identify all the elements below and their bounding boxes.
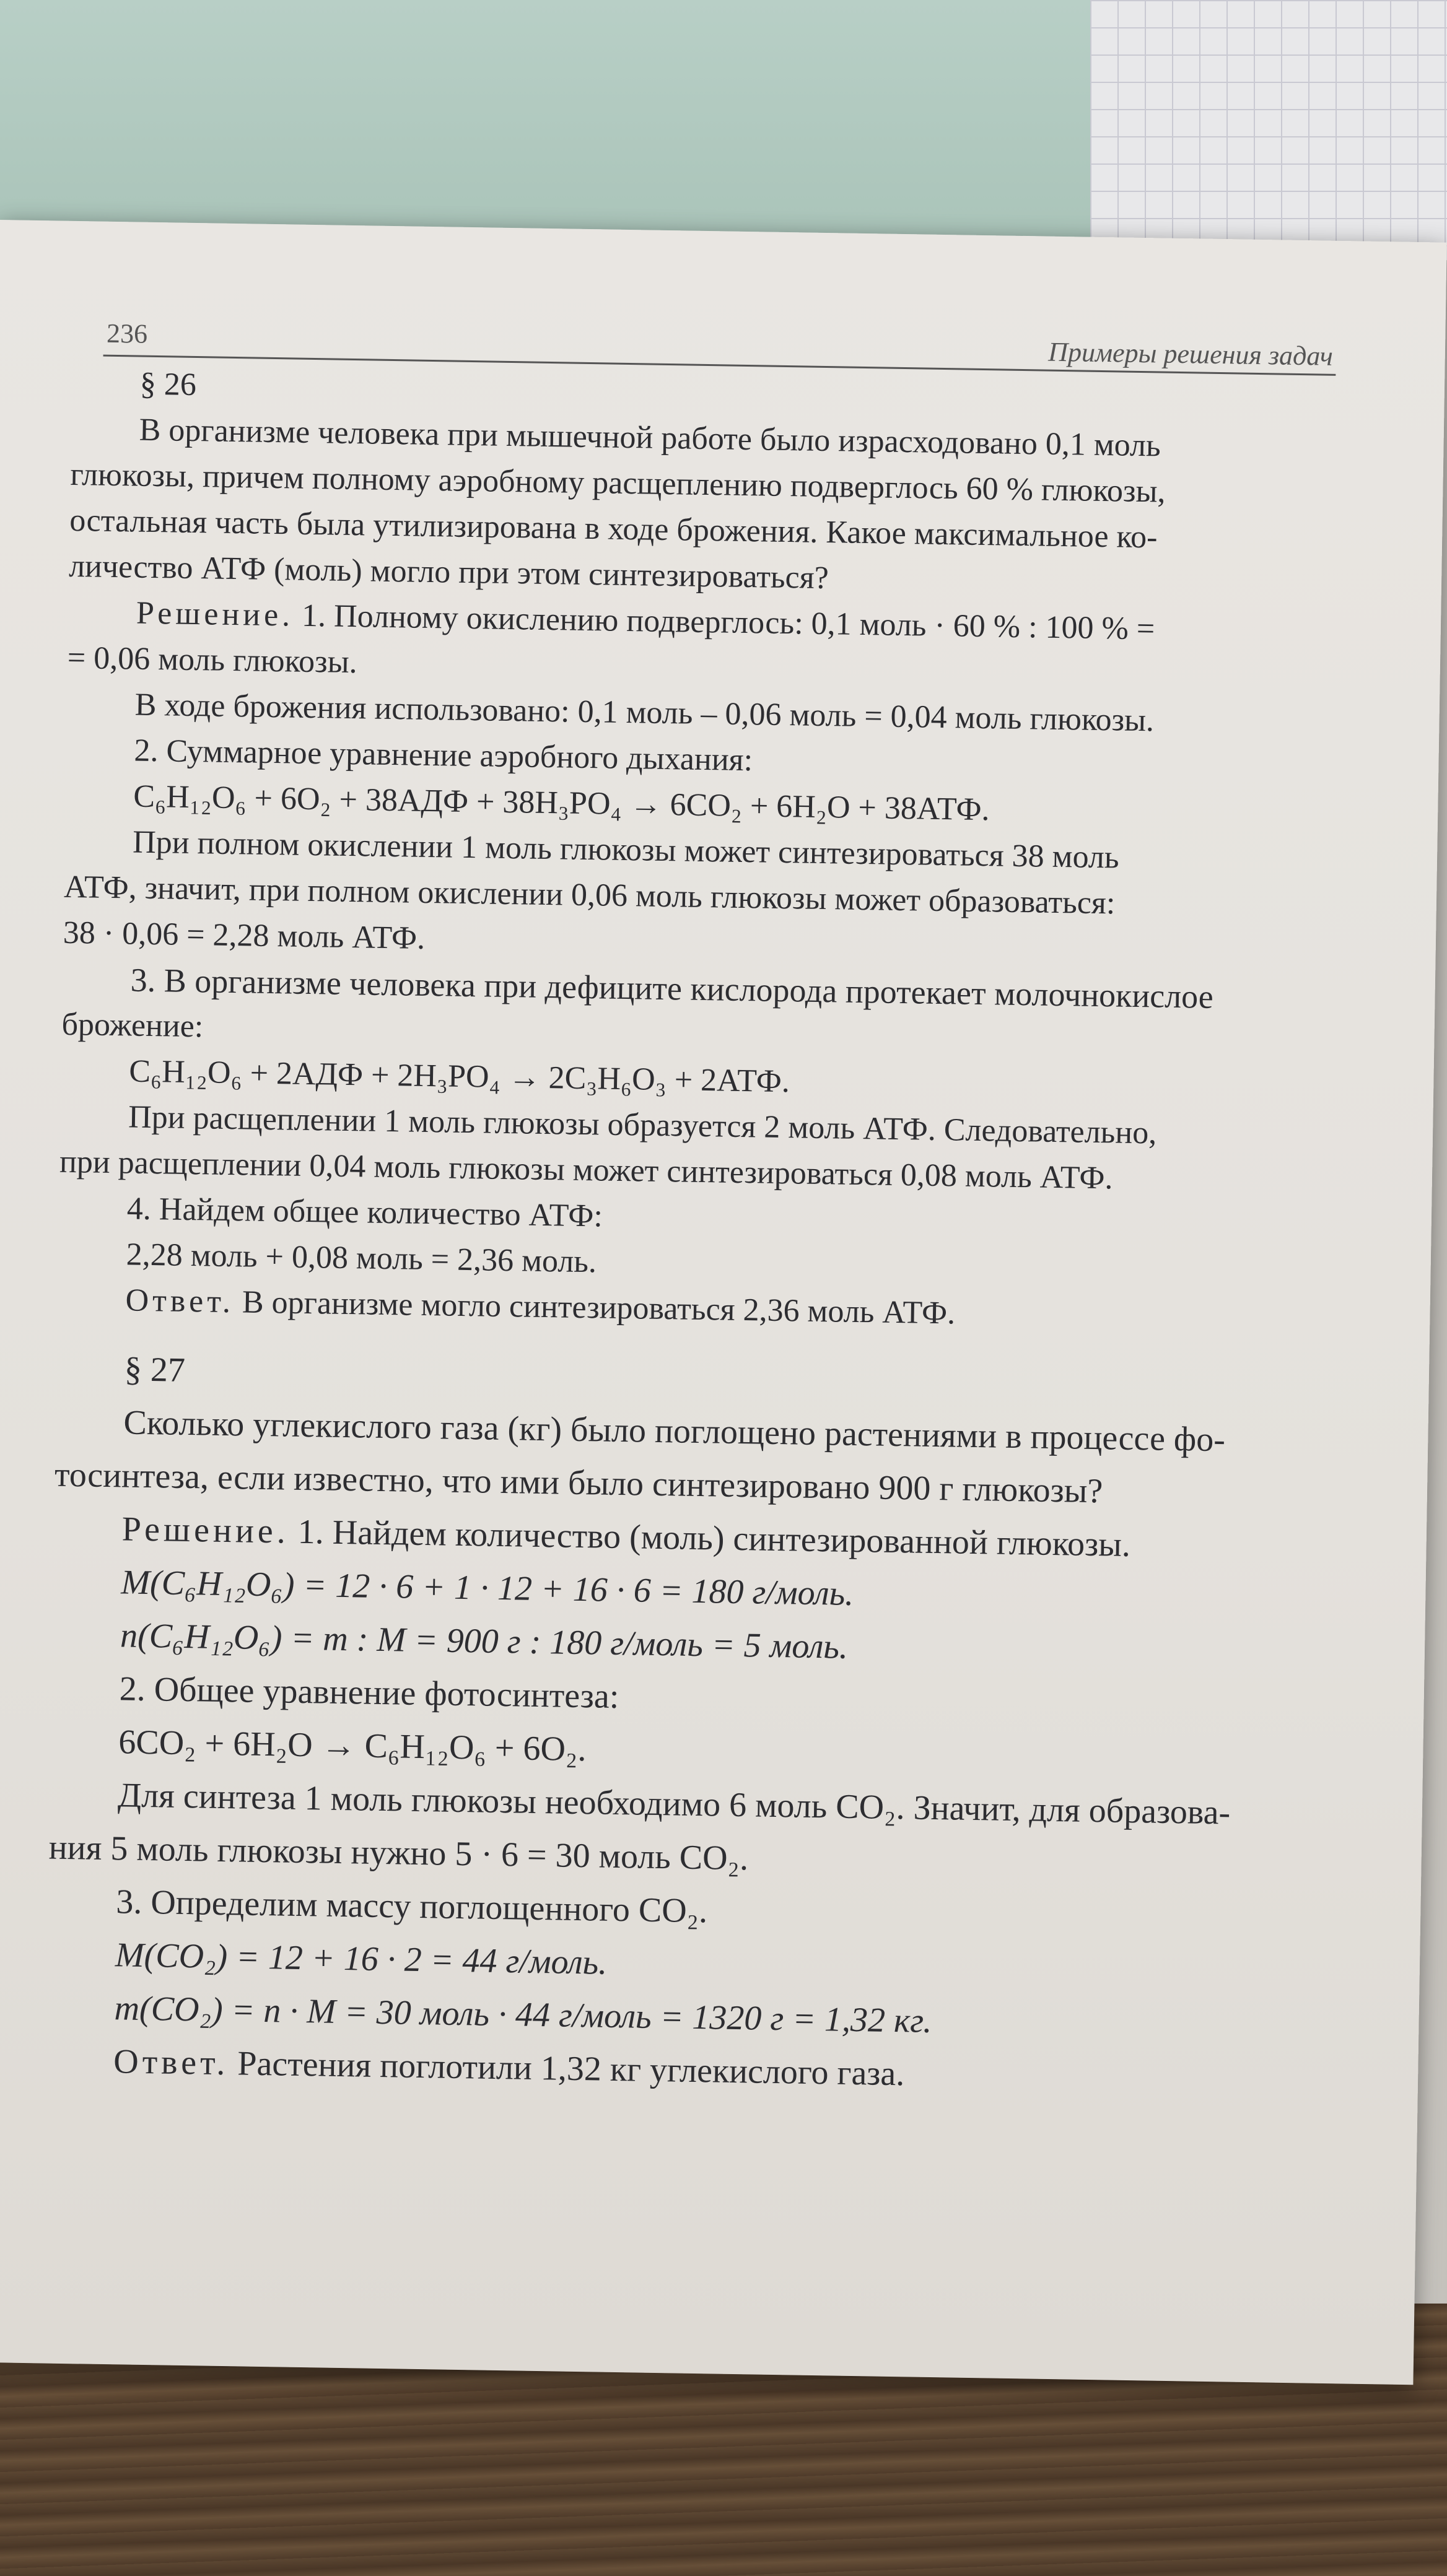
solution-line: = 0,06 моль глюкозы.: [67, 640, 358, 681]
problem-line: В организме человека при мышечной работе было израсходовано 0,1 моль: [139, 412, 1161, 464]
section-heading: § 27: [124, 1350, 186, 1390]
formula-line: m(CO₂) = n · M = 30 моль · 44 г/моль = 1320 г = 1,32 кг.: [114, 1989, 932, 2040]
equation-fermentation: C₆H₁₂O₆ + 2АДФ + 2H₃PO₄ → 2C₃H₆O₃ + 2АТФ.: [128, 1053, 790, 1100]
page-number: 236: [106, 318, 148, 349]
solution-label: Решение.: [121, 1510, 290, 1551]
section-heading: § 26: [139, 366, 197, 403]
problem-line: личество АТФ (моль) могло при этом синтезироваться?: [68, 548, 829, 596]
problem-line: тосинтеза, если известно, что ими было синтезировано 900 г глюкозы?: [54, 1455, 1103, 1511]
solution-text: 1. Найдем количество (моль) синтезированной глюкозы.: [297, 1512, 1131, 1564]
step-title: 2. Суммарное уравнение аэробного дыхания:: [134, 733, 753, 778]
equation-photosynthesis: 6CO₂ + 6H₂O → C₆H₁₂O₆ + 6O₂.: [118, 1723, 587, 1769]
solution-line: При полном окислении 1 моль глюкозы может синтезироваться 38 моль: [132, 824, 1119, 876]
problem-line: глюкозы, причем полному аэробному расщеплению подверглось 60 % глюкозы,: [70, 456, 1166, 510]
solution-line: при расщеплении 0,04 моль глюкозы может синтезироваться 0,08 моль АТФ.: [59, 1144, 1113, 1196]
solution-line: АТФ, значит, при полном окислении 0,06 моль глюкозы может образоваться:: [63, 869, 1116, 921]
book-page: [0, 220, 1447, 2385]
answer-text: Растения поглотили 1,32 кг углекислого газа.: [237, 2044, 905, 2094]
section-27: [45, 1342, 1333, 2107]
page-content: [0, 220, 1447, 2385]
solution-line: Для синтеза 1 моль глюкозы необходимо 6 моль CO₂. Значит, для образова-: [117, 1776, 1231, 1832]
running-title: Примеры решения задач: [1047, 336, 1334, 372]
equation-aerobic: C₆H₁₂O₆ + 6O₂ + 38АДФ + 38H₃PO₄ → 6CO₂ + 6H₂O + 38АТФ.: [133, 778, 990, 828]
step-title: 3. Определим массу поглощенного CO₂.: [115, 1882, 708, 1931]
solution-line: 2,28 моль + 0,08 моль = 2,36 моль.: [126, 1237, 597, 1280]
formula-line: n(C₆H₁₂O₆) = m : M = 900 г : 180 г/моль = 5 моль.: [120, 1616, 849, 1666]
solution-line: 38 · 0,06 = 2,28 моль АТФ.: [63, 915, 426, 956]
solution-text: 1. Полному окислению подверглось: 0,1 моль · 60 % : 100 % =: [301, 598, 1155, 647]
solution-label: Решение.: [136, 595, 294, 633]
formula-line: M(C₆H₁₂O₆) = 12 · 6 + 1 · 12 + 16 · 6 = 180 г/моль.: [120, 1563, 854, 1613]
answer-text: В организме могло синтезироваться 2,36 моль АТФ.: [242, 1284, 956, 1331]
step-title: 2. Общее уравнение фотосинтеза:: [119, 1669, 619, 1716]
formula-line: M(CO₂) = 12 + 16 · 2 = 44 г/моль.: [115, 1936, 608, 1982]
background-cover: [0, 0, 1115, 260]
solution-line: В ходе брожения использовано: 0,1 моль – 0,06 моль = 0,04 моль глюкозы.: [134, 687, 1155, 739]
solution-line: 3. В организме человека при дефиците кислорода протекает молочнокислое: [130, 961, 1214, 1016]
solution-line: ния 5 моль глюкозы нужно 5 · 6 = 30 моль CO₂.: [48, 1828, 749, 1878]
section-26: [57, 360, 1348, 1342]
problem-line: Сколько углекислого газа (кг) было поглощено растениями в процессе фо-: [123, 1403, 1226, 1460]
step-title: 4. Найдем общее количество АТФ:: [126, 1191, 603, 1234]
solution-line: брожение:: [61, 1006, 204, 1045]
answer-label: Ответ.: [113, 2042, 229, 2083]
solution-line: При расщеплении 1 моль глюкозы образуется 2 моль АТФ. Следовательно,: [128, 1099, 1157, 1151]
problem-line: остальная часть была утилизирована в ходе брожения. Какое максимальное ко-: [69, 502, 1158, 555]
answer-label: Ответ.: [125, 1282, 235, 1320]
